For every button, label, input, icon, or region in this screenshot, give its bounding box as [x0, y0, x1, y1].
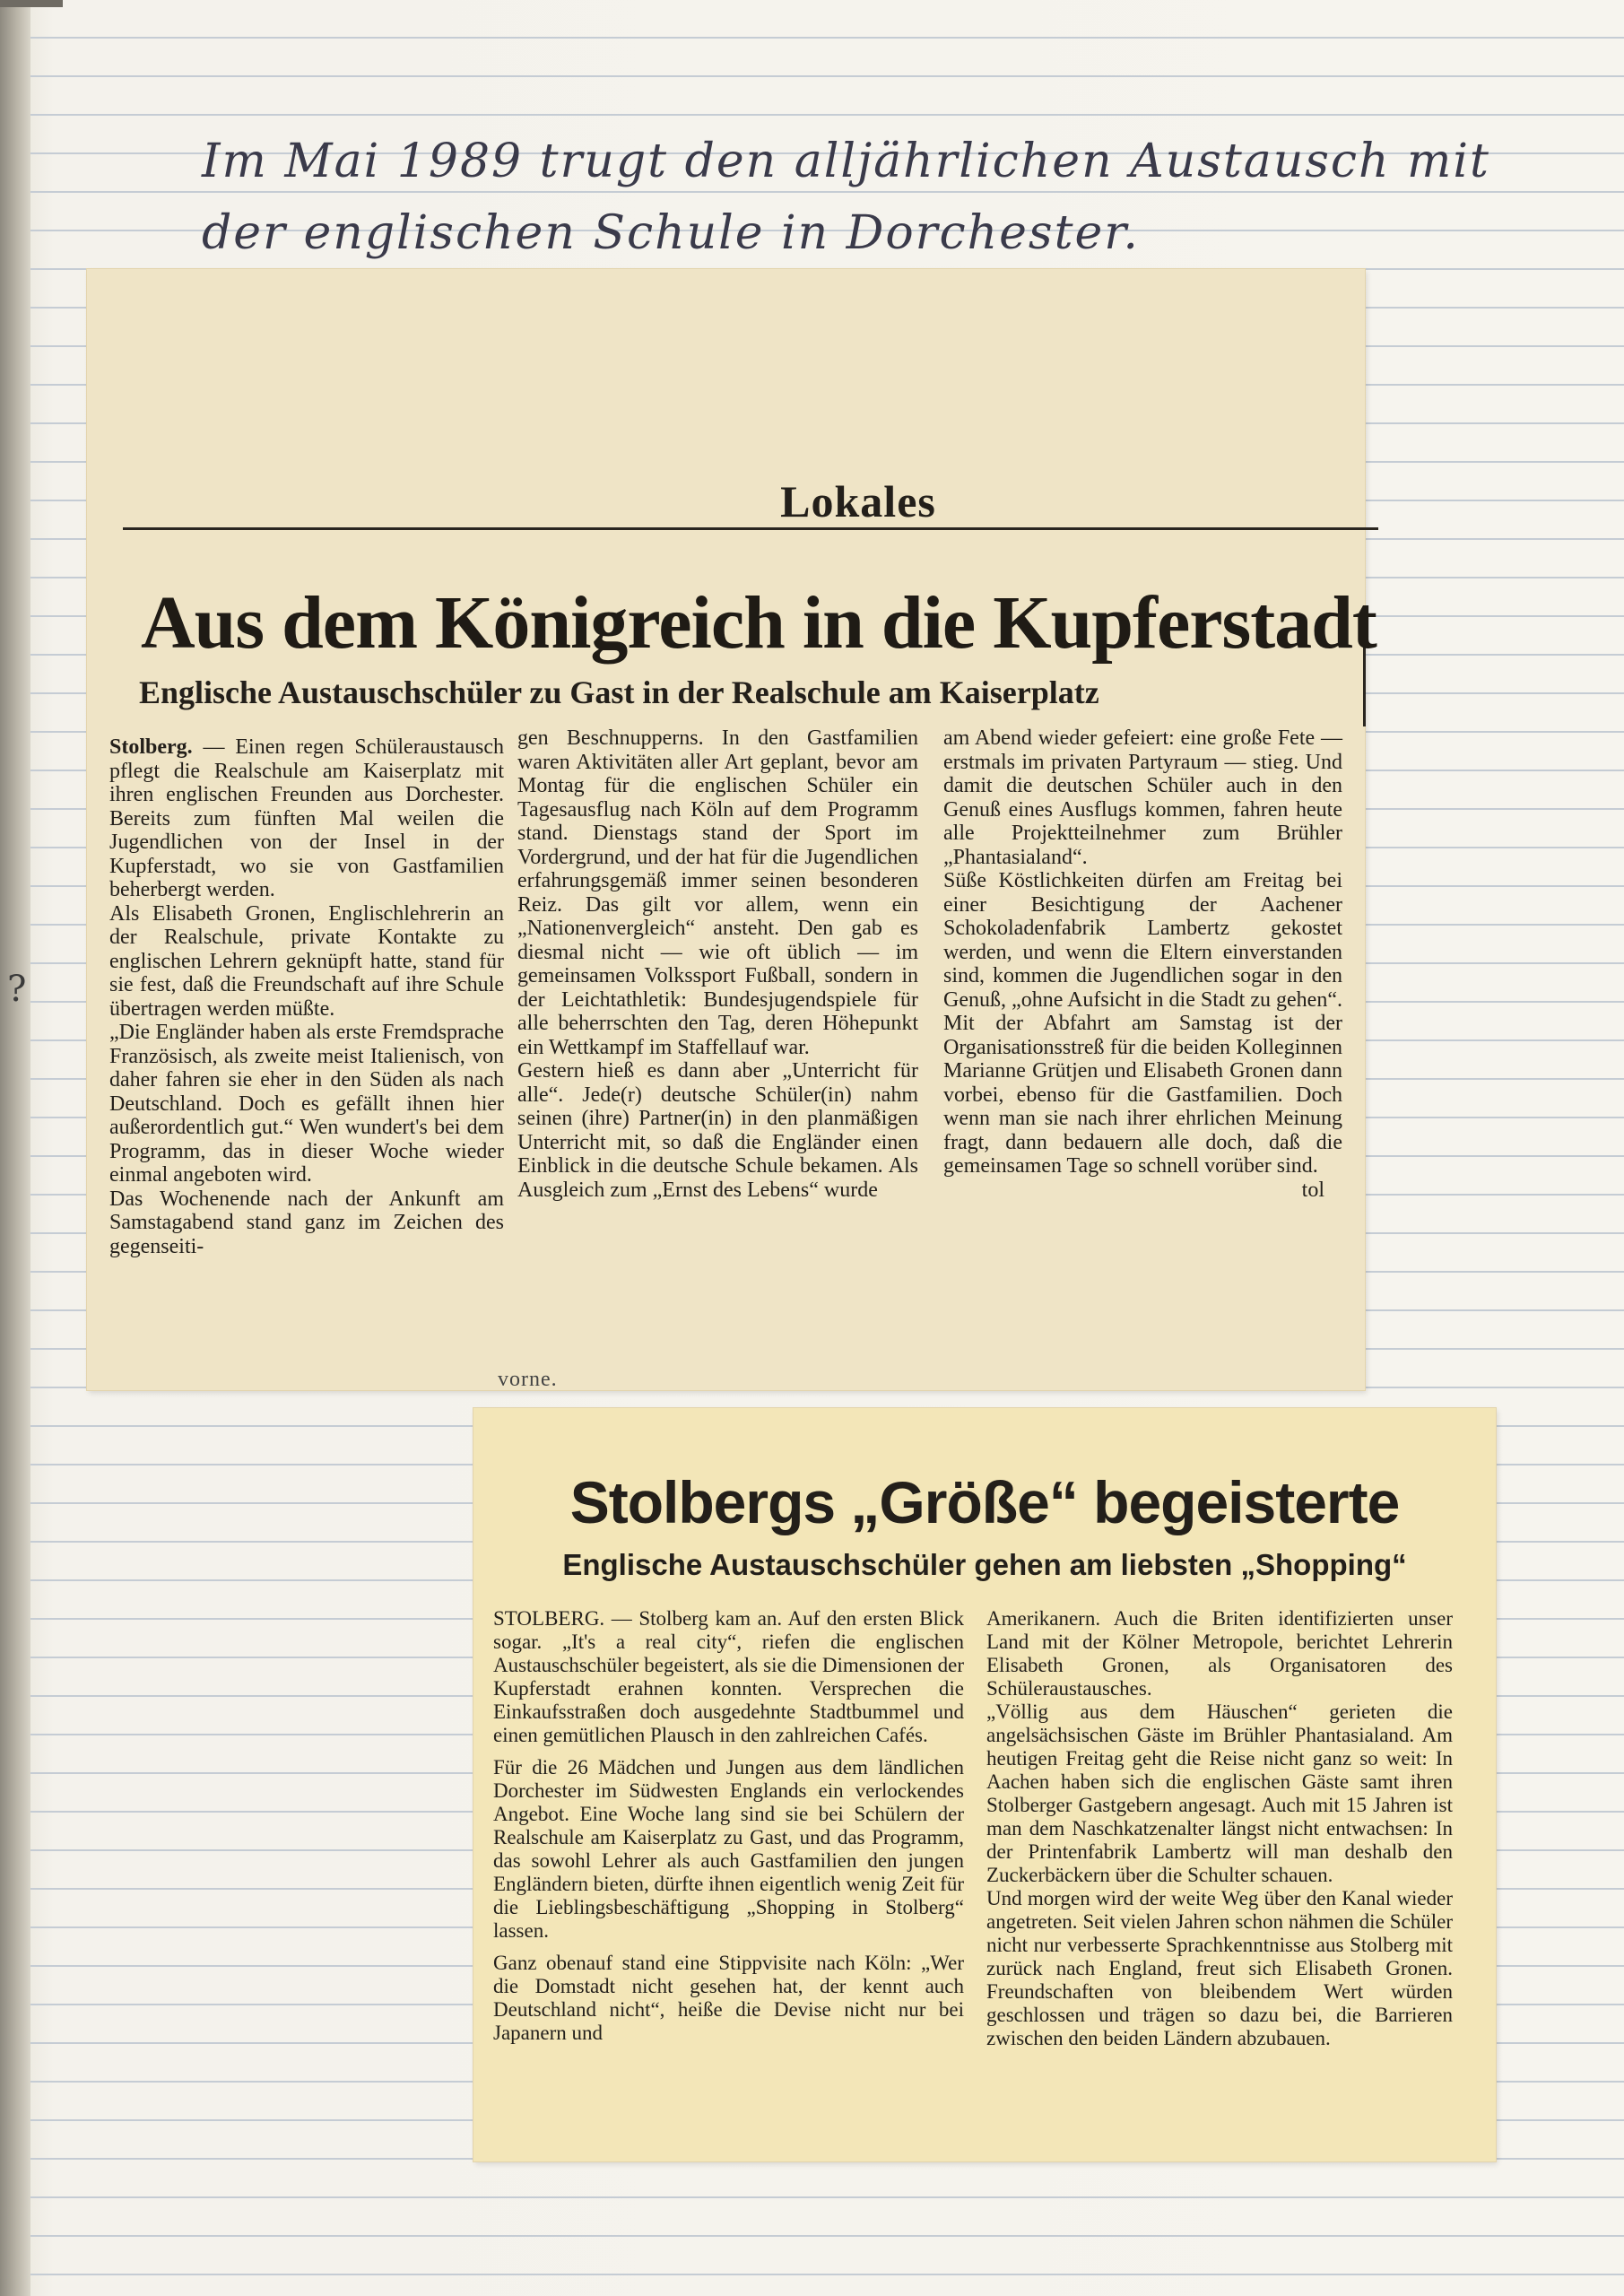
article-headline-2: Stolbergs „Größe“ begeisterte [569, 1469, 1400, 1535]
article-subheadline: Englische Austauschschüler zu Gast in der Realschule am Kaiserplatz [139, 674, 1099, 710]
article-headline: Aus dem Königreich in die Kupferstadt [141, 581, 1376, 665]
article-paragraph: Das Wochenende nach der Ankunft am Samstagabend stand ganz im Zeichen des gegenseiti- [109, 1187, 504, 1258]
article-paragraph: Und morgen wird der weite Weg über den Kanal wieder angetreten. Seit vielen Jahren schon nähmen die Schüler nicht nur verbesserte Sprachkenntnisse aus Stolberg mit zurück nach England, freut sich Elisabeth Gronen. Freundschaften von bleibendem Wert würden geschlossen und trägen so dazu bei, die Barrieren zwischen den beiden Ländern abzubauen. [986, 1887, 1453, 2049]
article-paragraph: „Die Engländer haben als erste Fremdsprache Französisch, als zweite meist Italienisch, von daher fahren sie eher in den Süden als nach Deutschland. Doch es gefällt ihnen hier außerordentlich gut.“ Wen wundert's bei dem Programm, das in dieser Woche wieder einmal angeboten wird. [109, 1021, 504, 1187]
article-subheadline-2: Englische Austauschschüler gehen am liebsten „Shopping“ [562, 1548, 1407, 1581]
article-2-column-1 [493, 1607, 964, 2054]
article-column-1 [109, 735, 504, 1258]
newspaper-clipping-1 [87, 269, 1376, 1390]
article-paragraph: Für die 26 Mädchen und Jungen aus dem ländlichen Dorchester im Südwesten Englands ein verlockendes Angebot. Eine Woche lang sind sie bei Schülern der Realschule am Kaiserplatz zu Gast, und das Programm, das sowohl Lehrer als auch Gastfamilien den jungen Engländern bieten, dürfte ihnen eigentlich wenig Zeit für die Lieblingsbeschäftigung „Shopping in Stolberg“ lassen. [493, 1756, 964, 1942]
margin-mark: ? [7, 969, 27, 1010]
newspaper-clipping-2 [473, 1408, 1496, 2161]
article-paragraph: Gestern hieß es dann aber „Unterricht für alle“. Jede(r) deutsche Schüler(in) nahm seinen (ihre) Partner(in) in den planmäßigen Unterricht mit, so daß die Engländer einen Einblick in die deutsche Schule bekamen. Als Ausgleich zum „Ernst des Lebens“ wurde [517, 1059, 918, 1202]
handwritten-line-1: Im Mai 1989 trugt den alljährlichen Austausch mit [202, 135, 1490, 188]
article-paragraph: Ganz obenauf stand eine Stippvisite nach Köln: „Wer die Domstadt nicht gesehen hat, der kennt auch Deutschland nicht“, heiße die Devise nicht nur bei Japanern und [493, 1952, 964, 2044]
article-column-2 [517, 726, 918, 1202]
article-paragraph: Amerikanern. Auch die Briten identifizierten unser Land mit der Kölner Metropole, berichtet Lehrerin Elisabeth Gronen, als Organisatoren des Schüleraustausches. [986, 1607, 1453, 1700]
article-column-3 [943, 726, 1342, 1202]
author-initials: tol [1301, 1178, 1324, 1202]
handwritten-note [202, 126, 1502, 269]
article-paragraph: Stolberg. — Einen regen Schüleraustausch pflegt die Realschule am Kaiserplatz mit ihren englischen Freunden aus Dorchester. Bereits zum fünften Mal weilen die Jugendlichen von der Insel in der Kupferstadt, wo sie von Gastfamilien beherbergt werden. [109, 735, 504, 901]
article-paragraph: Süße Köstlichkeiten dürfen am Freitag bei einer Besichtigung der Aachener Schokoladenfabrik Lambertz gekostet werden, und wenn die Eltern einverstanden sind, kommen die Jugendlichen sogar in den Genuß, „ohne Aufsicht in die Stadt zu gehen“. Mit der Abfahrt am Samstag ist der Organisationsstreß für die beiden Kolleginnen Marianne Grütjen und Elisabeth Gronen dann vorbei, ebenso für die Gastfamilien. Doch wenn man sie nach ihrer ehrlichen Meinung fragt, dann bedauern alle doch, daß die gemeinsamen Tage so schnell vorüber sind. tol [943, 869, 1342, 1202]
article-paragraph: STOLBERG. — Stolberg kam an. Auf den ersten Blick sogar. „It's a real city“, riefen die englischen Austauschschüler begeistert, als sie die Dimensionen der Kupferstadt erahnen konnten. Versprechen die Einkaufsstraßen doch ausgedehnte Stadtbummel und einen gemütlichen Plausch in den zahlreichen Cafés. [493, 1607, 964, 1746]
clipping-fragment: vorne. [498, 1368, 558, 1391]
article-2-column-2 [986, 1607, 1453, 2050]
section-label: Lokales [780, 476, 936, 526]
page-top-edge [0, 0, 63, 7]
article-paragraph: „Völlig aus dem Häuschen“ gerieten die angelsächsischen Gäste im Brühler Phantasialand. Am heutigen Freitag geht die Reise nicht ganz so weit: In Aachen haben sich die englischen Gäste samt ihren Stolberger Gastgebern angesagt. Auch mit 15 Jahren ist man dem Naschkatzenalter längst nicht entwachsen: In der Printenfabrik Lambertz will man deshalb den Zuckerbäckern über die Schulter schauen. [986, 1700, 1453, 1886]
article-paragraph: am Abend wieder gefeiert: eine große Fete — erstmals im privaten Partyraum — stieg. Und damit die deutschen Schüler auch in den Genuß eines Ausflugs kommen, fahren heute alle Projektteilnehmer zum Brühler „Phantasialand“. [943, 726, 1342, 869]
page-binding [0, 0, 30, 2296]
handwritten-line-2: der englischen Schule in Dorchester. [202, 206, 1140, 260]
section-kicker [123, 475, 1378, 530]
article-paragraph: Als Elisabeth Gronen, Englischlehrerin an der Realschule, private Kontakte zu englischen Lehrern geknüpft hatte, stand für sie fest, daß die Freundschaft auf ihre Schule übertragen werden müßte. [109, 901, 504, 1021]
dateline: Stolberg. [109, 735, 193, 759]
article-paragraph: gen Beschnupperns. In den Gastfamilien waren Aktivitäten aller Art geplant, bevor am Montag für die englischen Schüler ein Tagesausflug nach Köln auf dem Programm stand. Dienstags stand der Sport im Vordergrund, und der hat für die Jugendlichen erfahrungsgemäß immer seinen besonderen Reiz. Das gilt vor allem, wenn ein „Nationenvergleich“ ansteht. Den gab es diesmal nicht — wie oft üblich — im gemeinsamen Volkssport Fußball, sondern in der Leichtathletik: Bundesjugendspiele für alle beherrschten den Tag, deren Höhepunkt ein Wettkampf im Staffellauf war. [517, 726, 918, 1059]
